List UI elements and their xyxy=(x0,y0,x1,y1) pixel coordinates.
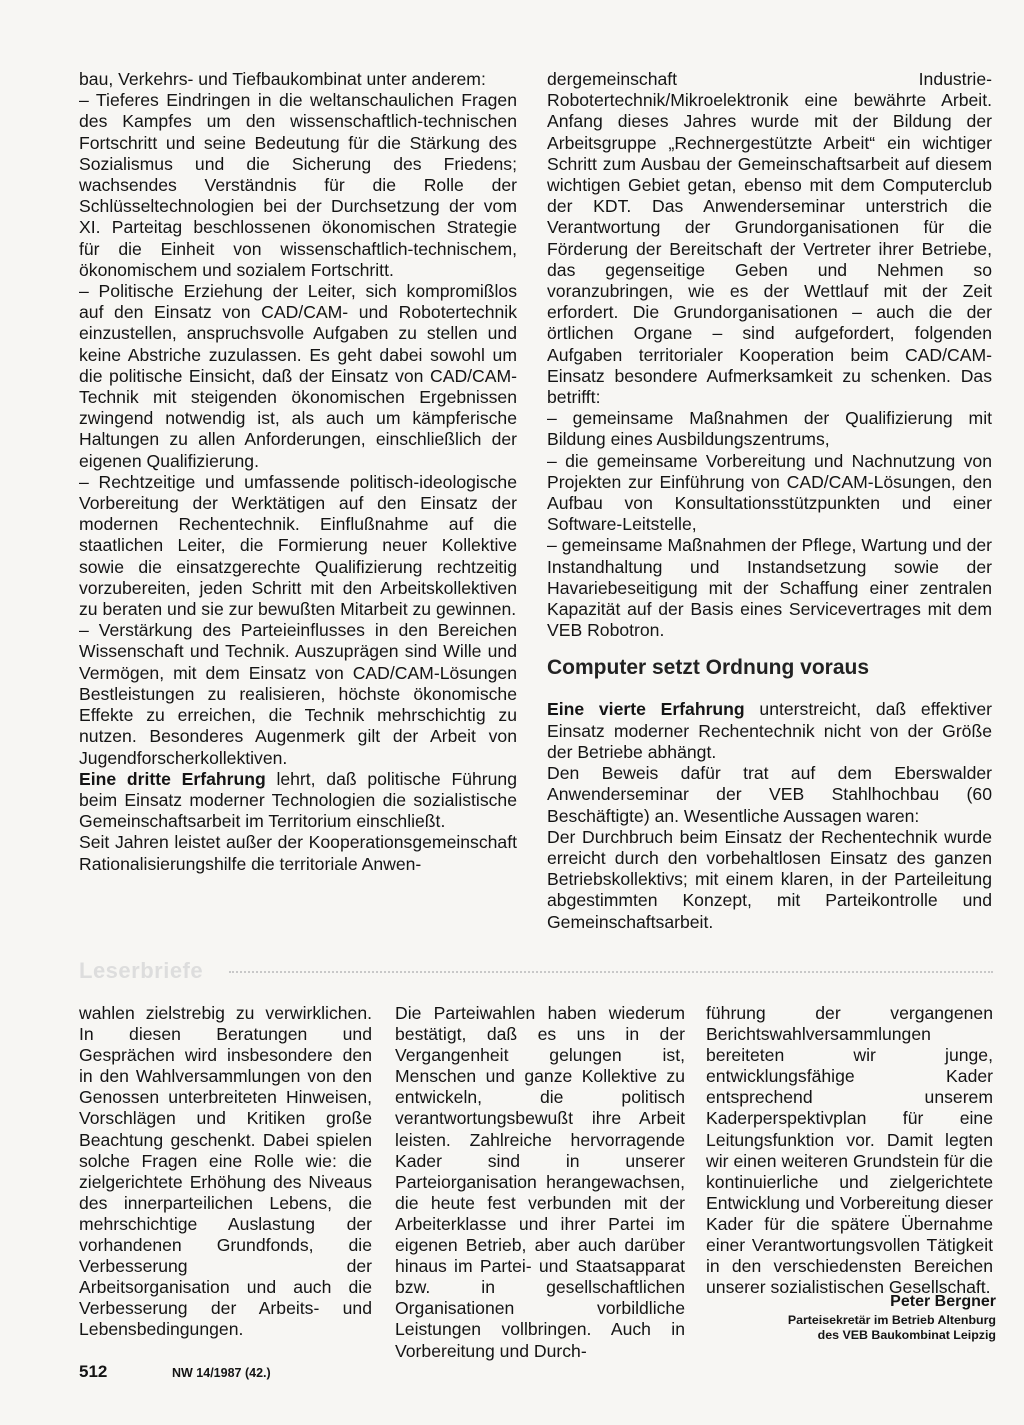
letter-column-2 xyxy=(395,1003,685,1362)
author-role: des VEB Baukombinat Leipzig xyxy=(817,1328,996,1342)
lead-phrase: Eine dritte Erfahrung xyxy=(79,768,266,789)
lead-phrase: Eine vierte Erfahrung xyxy=(547,699,745,720)
paragraph: Den Beweis dafür trat auf dem Eberswalder Anwenderseminar der VEB Stahlhochbau (60 Beschäftigte) an. Wesentliche Aussagen waren: xyxy=(547,763,992,826)
bullet-paragraph: – gemeinsame Maßnahmen der Pflege, Wartung und der Instandhaltung und Instandsetzung sowie der Havariebeseitigung mit der Schaffung einer zentralen Kapazität auf der Basis eines Servicevertrages mit dem VEB Robotron. xyxy=(547,535,992,641)
journal-issue: NW 14/1987 (42.) xyxy=(172,1366,271,1380)
bullet-paragraph: – gemeinsame Maßnahmen der Qualifizierung mit Bildung eines Ausbildungszentrums, xyxy=(547,408,992,450)
paragraph: bau, Verkehrs- und Tiefbaukombinat unter anderem: xyxy=(79,69,486,89)
paragraph: Der Durchbruch beim Einsatz der Rechentechnik wurde erreicht durch den vorbehaltlosen Einsatz des ganzen Betriebskollektivs; mit einem klaren, in der Parteileitung abgestimmten Konzept, mit Parteikontrolle und Gemeinschaftsarbeit. xyxy=(547,826,992,932)
paragraph xyxy=(547,699,992,763)
section-label: Leserbriefe xyxy=(79,958,204,983)
bullet-paragraph: – Tieferes Eindringen in die weltanschaulichen Fragen des Kampfes um den wissenschaftlich-technischen Fortschritt und seine Bedeutung für die Stärkung des Sozialismus und die Sicherung des Friedens; wachsendes Verständnis für die Rolle der Schlüsseltechnologien bei der Durchsetzung der vom XI. Parteitag beschlossenen ökonomischen Strategie für die Einheit von wissenschaftlich-technischem, ökonomischem und sozialem Fortschritt. xyxy=(79,90,517,280)
author-role: Parteisekretär im Betrieb Altenburg xyxy=(787,1313,996,1327)
bullet-paragraph: – Rechtzeitige und umfassende politisch-ideologische Vorbereitung der Werktätigen auf den Einsatz der modernen Rechentechnik. Einflußnahme auf die staatlichen Leiter, die Formierung neuer Kollektive sowie die einsatzgerechte Qualifizierung rechtzeitig vorzubereiten, jeden Schritt mit den Arbeitskollektiven zu beraten und sie zur bewußten Mitarbeit zu gewinnen. xyxy=(79,471,517,620)
letter-column-3 xyxy=(706,1003,993,1298)
paragraph xyxy=(79,769,517,833)
signature-block xyxy=(706,1291,996,1343)
paragraph: führung der vergangenen Berichtswahlversammlungen bereiteten wir junge, entwicklungsfähige Kader entsprechend unserem Kaderperspektivplan für eine Leitungsfunktion vor. Damit legten wir einen weiteren Grundstein für die kontinuierliche und zielgerichtete Entwicklung und Vorbereitung dieser Kader für die spätere Übernahme einer Verantwortungsvollen Tätigkeit in den verschiedensten Bereichen unserer sozialistischen Gesellschaft. xyxy=(706,1003,993,1298)
article-column-left xyxy=(79,69,517,875)
paragraph-text: unterstreicht, daß effektiver Einsatz moderner Rechentechnik nicht von der Größe der Betriebe abhängt. xyxy=(547,699,992,762)
bullet-paragraph: – die gemeinsame Vorbereitung und Nachnutzung von Projekten zur Einführung von CAD/CAM-Lösungen, den Aufbau von Konsultationsstützpunkten und einer Software-Leitstelle, xyxy=(547,450,992,535)
author-name: Peter Bergner xyxy=(890,1293,996,1310)
section-heading: Computer setzt Ordnung voraus xyxy=(547,656,870,680)
article-column-right xyxy=(547,69,992,933)
paragraph: Seit Jahren leistet außer der Kooperationsgemeinschaft Rationalisierungshilfe die territoriale Anwen- xyxy=(79,832,517,874)
paragraph: Die Parteiwahlen haben wiederum bestätigt, daß es uns in der Vergangenheit gelungen ist, Menschen und ganze Kollektive zu entwickeln, die politisch verantwortungsbewußt ihre Arbeit leisten. Zahlreiche hervorragende Kader sind in unserer Parteiorganisation herangewachsen, die heute fest verbunden mit der Arbeiterklasse und ihrer Partei im eigenen Betrieb, aber auch darüber hinaus im Partei- und Staatsapparat bzw. in gesellschaftlichen Organisationen vorbildliche Leistungen vollbringen. Auch in Vorbereitung und Durch- xyxy=(395,1003,685,1361)
section-divider xyxy=(79,958,993,984)
paragraph: dergemeinschaft Industrie-Robotertechnik/Mikroelektronik eine bewährte Arbeit. Anfang dieses Jahres wurde mit der Bildung der Arbeitsgruppe „Rechnergestützte Arbeit“ ein wichtiger Schritt zum Ausbau der Gemeinschaftsarbeit auf diesem wichtigen Gebiet getan, ebenso mit dem Computerclub der KDT. Das Anwenderseminar unterstrich die Verantwortung der Grundorganisationen für die Förderung der Bereitschaft der Vertreter ihrer Betriebe, das gegenseitige Geben und Nehmen so voranzubringen, wie es der Wettlauf mit der Zeit erfordert. Die Grundorganisationen – auch die der örtlichen Organe – sind aufgefordert, folgenden Aufgaben territorialer Kooperation beim CAD/CAM-Einsatz besondere Aufmerksamkeit zu schenken. Das betrifft: xyxy=(547,69,992,408)
bullet-paragraph: – Verstärkung des Parteieinflusses in den Bereichen Wissenschaft und Technik. Auszuprägen sind Wille und Vermögen, mit dem Einsatz von CAD/CAM-Lösungen Bestleistungen zu realisieren, höchste ökonomische Effekte zu erreichen, die Technik mehrschichtig zu nutzen. Besonderes Augenmerk gilt der Arbeit von Jugendforscherkollektiven. xyxy=(79,620,517,768)
paragraph-text: lehrt, daß politische Führung beim Einsatz moderner Technologien die sozialistische Gemeinschaftsarbeit im Territorium einschließt. xyxy=(79,768,517,832)
dotted-rule xyxy=(229,971,993,973)
bullet-paragraph: – Politische Erziehung der Leiter, sich kompromißlos auf den Einsatz von CAD/CAM- und Robotertechnik einzustellen, anspruchsvolle Aufgaben zu stellen und keine Abstriche zuzulassen. Es geht dabei sowohl um die politische Einsicht, daß der Einsatz von CAD/CAM-Technik mit steigenden ökonomischen Ergebnissen zwingend notwendig ist, als auch um kämpferische Haltungen zu allen Anforderungen, einschließlich der eigenen Qualifizierung. xyxy=(79,281,517,471)
page-number: 512 xyxy=(79,1362,108,1381)
letter-column-1 xyxy=(79,1003,372,1341)
paragraph: wahlen zielstrebig zu verwirklichen. In diesen Beratungen und Gesprächen wird insbesondere den in den Wahlversammlungen von den Genossen unterbreiteten Hinweisen, Vorschlägen und Kritiken große Beachtung geschenkt. Dabei spielen solche Fragen eine Rolle wie: die zielgerichtete Erhöhung des Niveaus des innerparteilichen Lebens, die mehrschichtige Auslastung der vorhandenen Grundfonds, die Verbesserung der Arbeitsorganisation und auch die Verbesserung der Arbeits- und Lebensbedingungen. xyxy=(79,1003,372,1340)
